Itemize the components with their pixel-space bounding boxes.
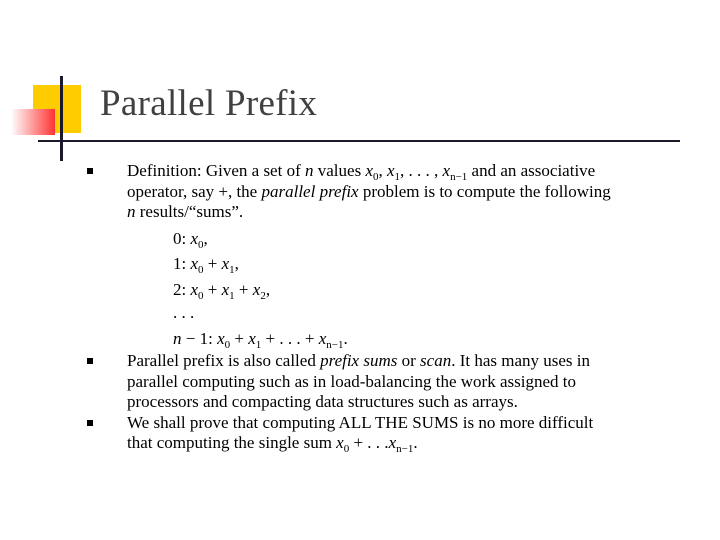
text: , [265,279,271,299]
subscript: 1 [229,264,235,276]
bullet-prefix-sums [83,351,703,413]
subscript: 0 [198,238,204,251]
var-x: x [217,328,225,348]
subscript: n−1 [450,171,468,183]
definition-line-3 [127,202,703,223]
definition-line-1 [127,161,703,182]
term-scan: scan [420,351,452,370]
decor-vertical-rule [60,76,63,161]
bullet-all-sums [83,413,703,454]
var-x: x [386,161,395,180]
sum-line-2 [127,280,703,301]
text: Definition: Given a set of [127,161,305,180]
prefix-sums-line-3: processors and compacting data structures such as arrays. [127,392,518,411]
text: − 1: [181,328,218,348]
all-sums-line-2 [127,433,703,454]
subscript: 0 [198,264,204,276]
text: . It has many uses in [451,351,591,370]
var-n: n [127,202,136,221]
text: , [378,161,387,180]
text: , [234,254,239,273]
var-n: n [305,161,314,180]
subscript: 1 [394,171,401,183]
text: 2: [173,279,191,299]
var-x: x [190,279,199,299]
text: + [230,328,249,348]
subscript: 2 [260,289,266,302]
subscript: 0 [224,338,231,351]
prefix-sums-line-2: parallel computing such as in load-balancing the work assigned to [127,371,576,391]
var-x: x [190,254,199,273]
prefix-sums-line-1 [127,351,703,372]
definition-line-2 [127,182,703,203]
all-sums-line-1: We shall prove that computing ALL THE SUMS is no more difficult [127,412,594,432]
subscript: 1 [229,289,235,302]
text: + [203,254,222,273]
text: , . . . , [400,161,443,180]
bullet-list [83,161,703,454]
var-x: x [221,279,230,299]
bullet-definition [83,161,703,349]
subscript: n−1 [326,338,344,351]
var-x: x [336,433,344,452]
subscript: 0 [198,289,204,302]
text: 1: [173,254,191,273]
text: + . . . [349,433,389,452]
term-prefix-sums: prefix sums [320,351,398,370]
subscript: 1 [255,338,262,351]
var-x: x [318,328,327,348]
text: and an associative [467,161,596,180]
var-x: x [190,228,199,248]
text: . [413,433,418,452]
text: problem is to compute the following [358,181,611,201]
term-parallel-prefix: parallel prefix [261,181,359,201]
var-x: x [365,161,373,180]
text: , [203,228,208,248]
subscript: 0 [343,443,350,455]
text: operator, say +, the [127,181,262,201]
decor-red-gradient-bar [11,109,55,135]
var-x: x [442,161,451,180]
slide-title: Parallel Prefix [100,83,318,124]
var-x: x [388,433,397,452]
text: . [343,328,348,348]
sum-line-0 [127,229,703,250]
square-bullet-icon [87,358,93,364]
subscript: n−1 [396,443,414,455]
text: Parallel prefix is also called [127,351,321,370]
sum-line-last [127,329,703,350]
var-n: n [173,328,182,348]
text: + . . . + [261,328,319,348]
text: 0: [173,228,191,248]
var-x: x [248,328,256,348]
decor-horizontal-rule [38,140,680,142]
text: or [397,351,421,370]
text: + [234,279,253,299]
square-bullet-icon [87,168,93,174]
text: + [203,279,222,299]
text: results/“sums”. [135,202,244,221]
var-x: x [252,279,261,299]
text: that computing the single sum [127,433,337,452]
text: values [313,161,366,180]
square-bullet-icon [87,420,93,426]
sum-line-1 [127,254,703,275]
subscript: 0 [372,171,379,183]
sum-ellipsis: . . . [173,303,195,322]
var-x: x [221,254,230,273]
